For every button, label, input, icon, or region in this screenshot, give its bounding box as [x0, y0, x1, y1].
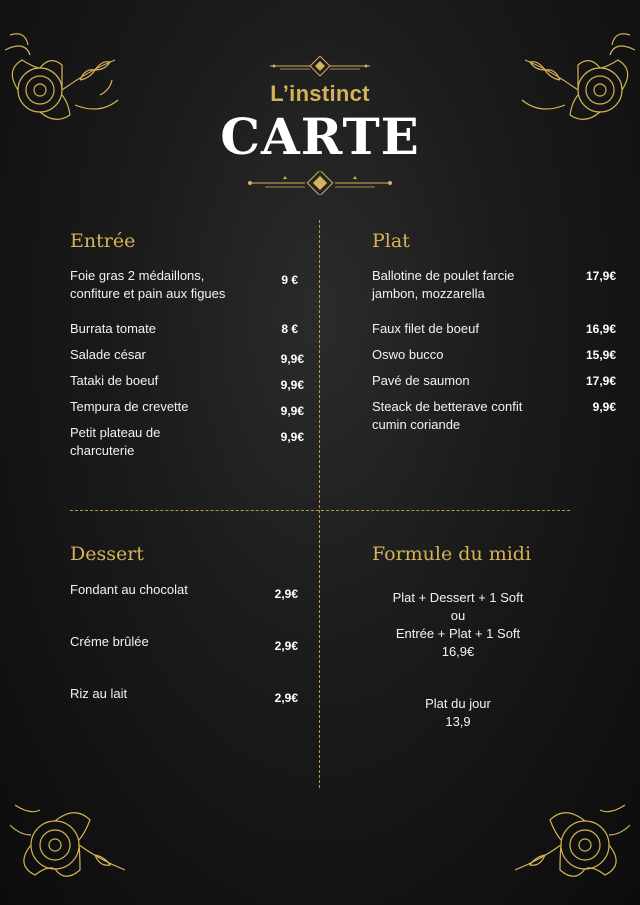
entree-item-name: Salade césar	[70, 347, 146, 362]
formule-price: 16,9€	[441, 644, 475, 659]
page-title: CARTE	[220, 107, 420, 166]
plat-du-jour-label: Plat du jour	[425, 696, 491, 711]
plat-title: Plat	[372, 230, 410, 252]
entree-item-price: 9,9€	[280, 404, 304, 418]
plat-item-name: Oswo bucco	[372, 347, 444, 362]
formule-option-2: Entrée + Plat + 1 Soft	[395, 626, 521, 641]
entree-item-price: 9,9€	[280, 352, 304, 366]
plat-item-price: 9,9€	[592, 400, 616, 414]
entree-item-name: Petit plateau de charcuterie	[70, 425, 161, 458]
menu-header	[0, 55, 640, 195]
entree-item-name: Tempura de crevette	[70, 399, 189, 414]
plat-item-price: 16,9€	[585, 322, 616, 336]
plat-item-name: Steack de betterave confit cumin coriande	[372, 399, 523, 432]
dessert-item-name: Fondant au chocolat	[70, 582, 188, 597]
art-deco-ornament-bottom	[245, 171, 395, 195]
plat-item-name: Pavé de saumon	[372, 373, 470, 388]
floral-ornament-bottom-left	[0, 765, 140, 905]
entree-item-name: Tataki de boeuf	[70, 373, 159, 388]
entree-item-name: Foie gras 2 médaillons, confiture et pain aux figues	[70, 268, 226, 301]
formule-title: Formule du midi	[372, 543, 532, 565]
plat-item-price: 17,9€	[585, 374, 616, 388]
dessert-item-price: 2,9€	[274, 639, 298, 653]
formule-option-1: Plat + Dessert + 1 Soft	[392, 590, 524, 605]
plat-item-price: 17,9€	[585, 269, 616, 283]
dessert-item-price: 2,9€	[274, 587, 298, 601]
dessert-item-name: Créme brûlée	[70, 634, 149, 649]
entree-item-price: 9 €	[281, 273, 298, 287]
entree-item-price: 9,9€	[280, 430, 304, 444]
floral-ornament-bottom-right	[500, 765, 640, 905]
entree-item-name: Burrata tomate	[70, 321, 156, 336]
restaurant-name: L’instinct	[270, 81, 370, 106]
plat-item-name: Ballotine de poulet farcie jambon, mozzarella	[372, 268, 515, 301]
horizontal-divider	[70, 510, 570, 511]
vertical-divider	[319, 220, 320, 788]
plat-item-name: Faux filet de boeuf	[372, 321, 479, 336]
dessert-item-price: 2,9€	[274, 691, 298, 705]
formule-or: ou	[450, 608, 466, 623]
dessert-item-name: Riz au lait	[70, 686, 128, 701]
entree-item-price: 9,9€	[280, 378, 304, 392]
plat-item-price: 15,9€	[585, 348, 616, 362]
plat-du-jour-price: 13,9	[445, 714, 471, 729]
art-deco-ornament-top	[270, 55, 370, 77]
dessert-title: Dessert	[70, 543, 144, 565]
entree-item-price: 8 €	[281, 322, 298, 336]
entree-title: Entrée	[70, 230, 136, 252]
